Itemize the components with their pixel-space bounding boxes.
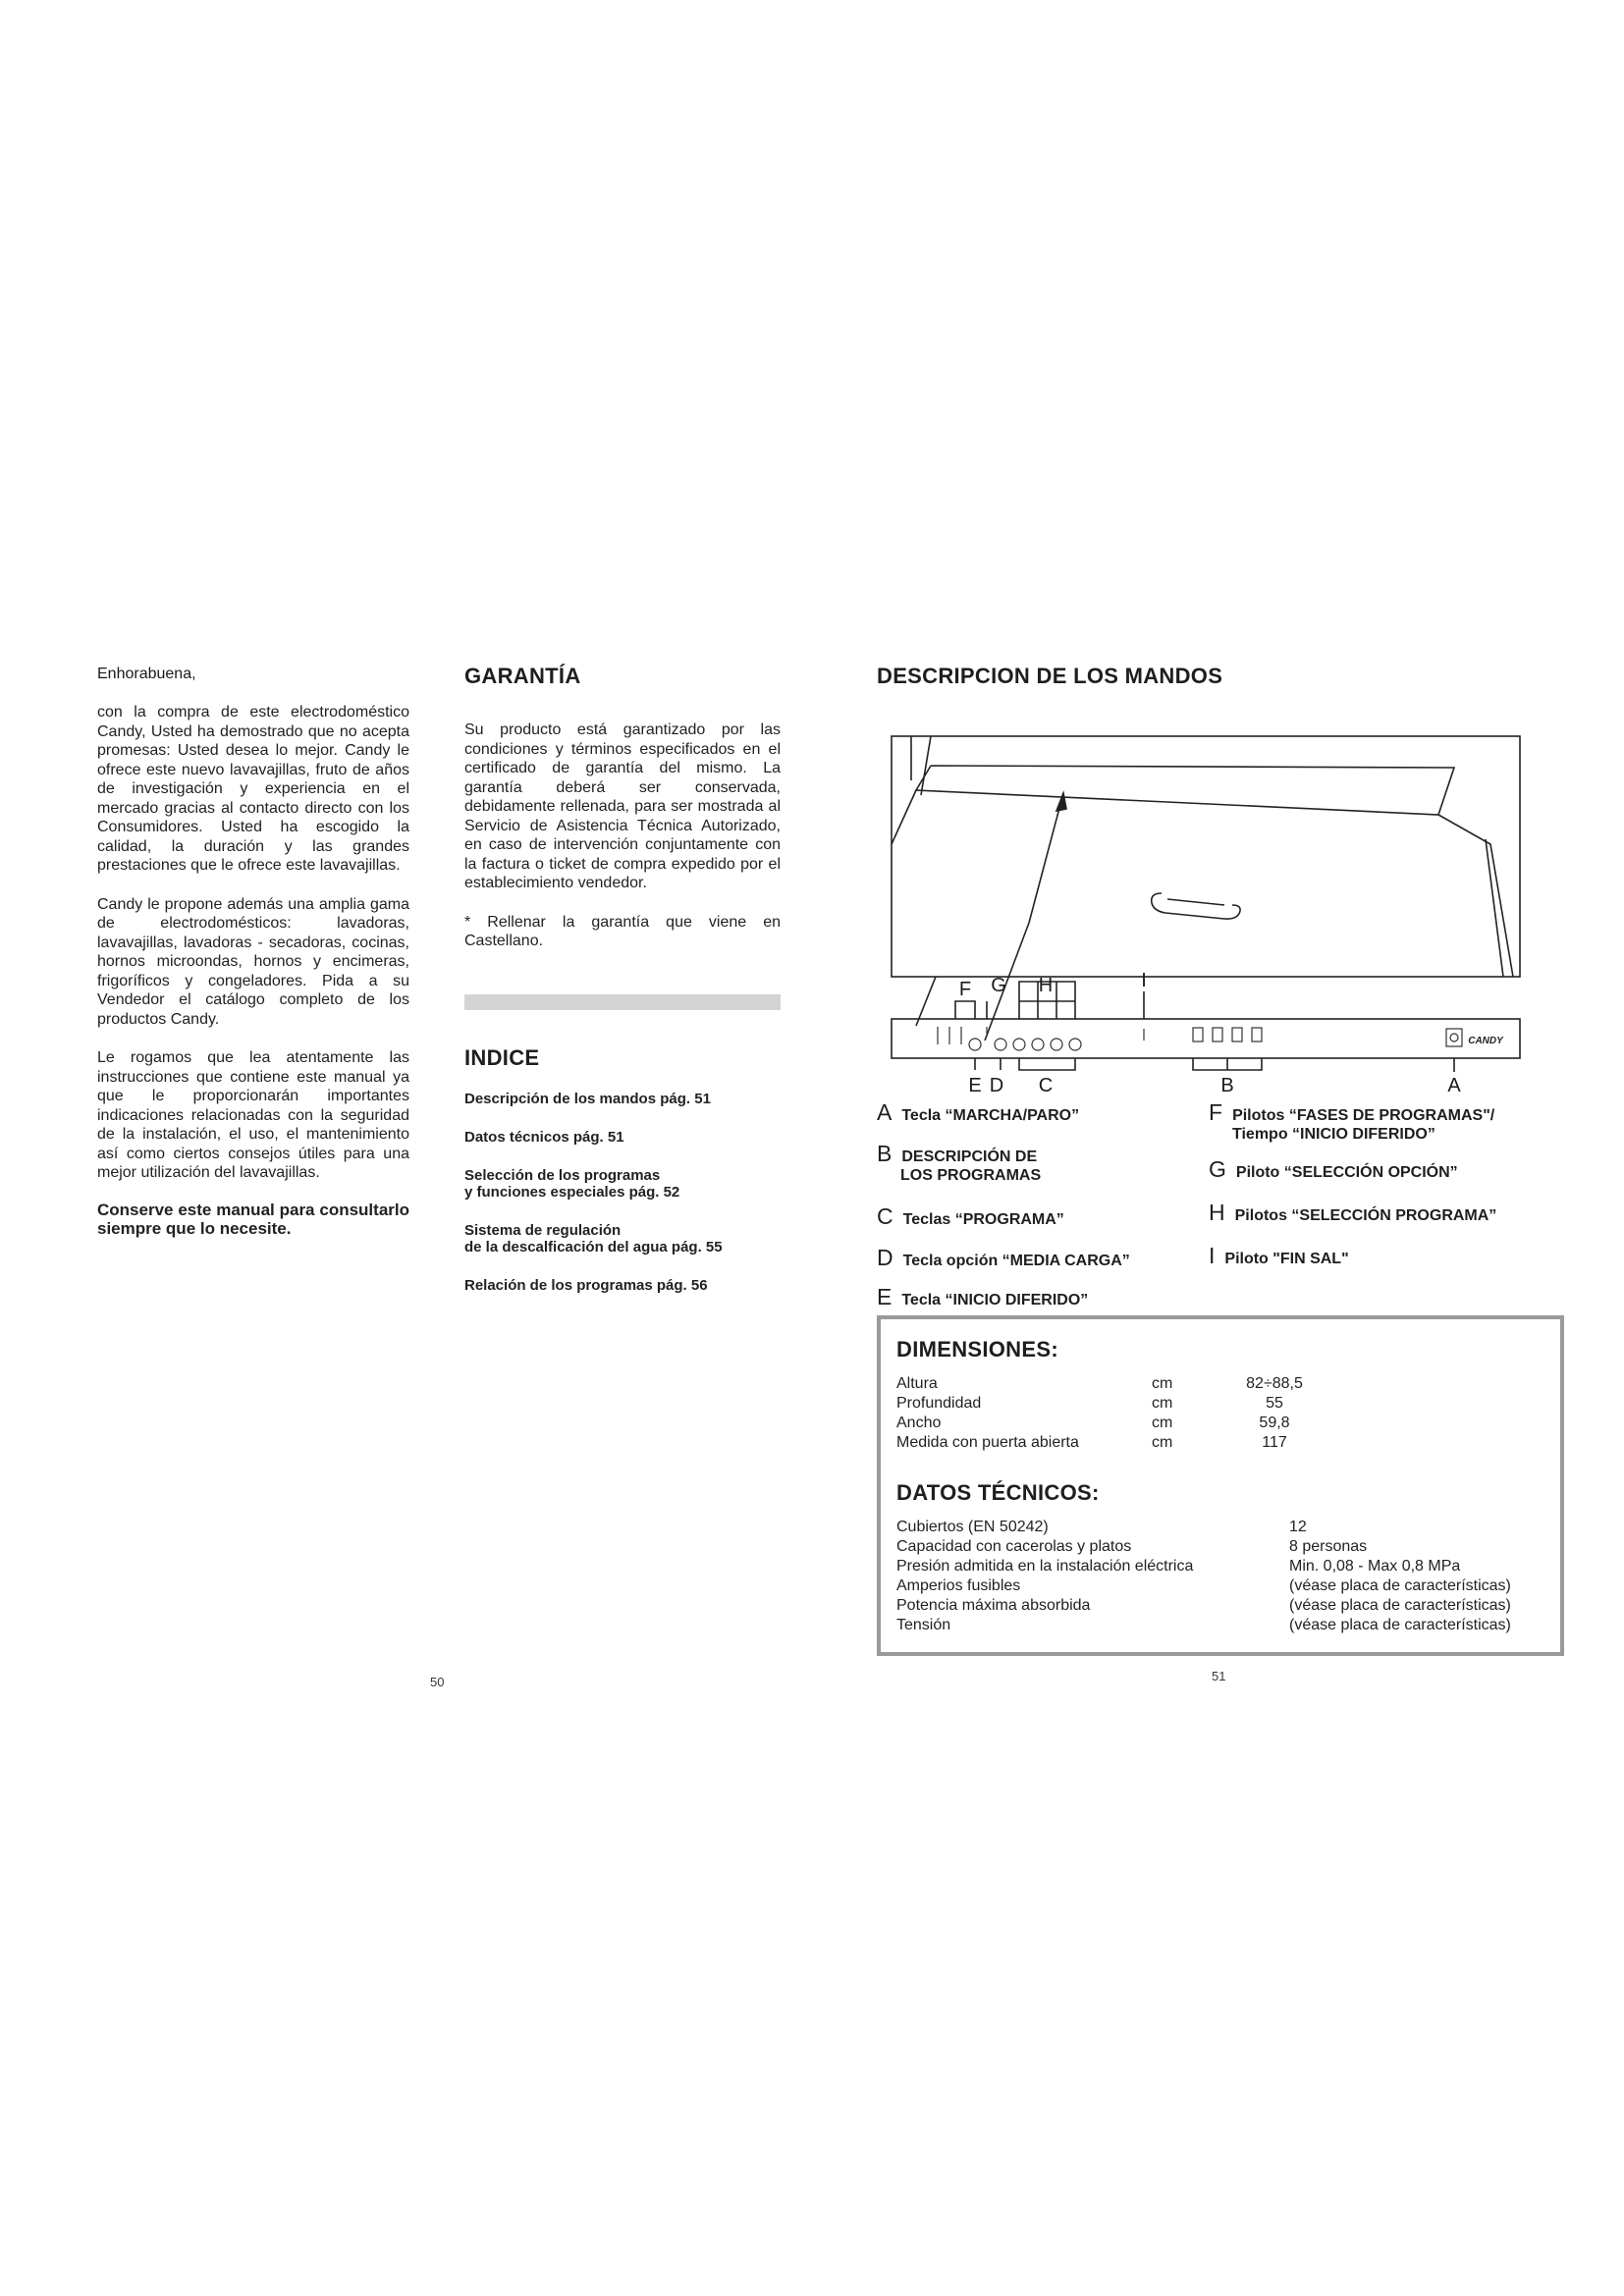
- page-number-left: 50: [430, 1675, 445, 1689]
- index-item-line: de la descalficación del agua pág. 55: [464, 1238, 723, 1255]
- greeting: Enhorabuena,: [97, 666, 196, 682]
- dimension-row: Altura cm 82÷88,5: [896, 1375, 1303, 1392]
- index-item-line: Datos técnicos pág. 51: [464, 1128, 624, 1146]
- legend-c: C Teclas “PROGRAMA”: [877, 1203, 1064, 1229]
- program-symbol-2: [1213, 1028, 1222, 1041]
- legend-f: F Pilotos “FASES DE PROGRAMAS"/ Tiempo “INICIO DIFERIDO”: [1209, 1099, 1495, 1143]
- index-list: [464, 1091, 781, 1294]
- dimension-row: Medida con puerta abierta cm 117: [896, 1434, 1287, 1451]
- legend-b: B DESCRIPCIÓN DE LOS PROGRAMAS: [877, 1141, 1042, 1184]
- index-item: [464, 1091, 781, 1107]
- intro-paragraph-2: Candy le propone además una amplia gama de electrodomésticos: lavadoras, lavavajillas, lavadoras - secadoras, cocinas, hornos microondas, hornos y encimeras, frigoríficos y congeladores. Pida a su Vendedor el catálogo completo de los productos Candy.: [97, 895, 409, 1028]
- legend-a: A Tecla “MARCHA/PARO”: [877, 1099, 1080, 1125]
- power-icon: [1450, 1034, 1458, 1041]
- door-drawing: [892, 736, 1520, 1041]
- key-programa-4: [1069, 1039, 1081, 1050]
- door-top-lip: [916, 766, 1454, 815]
- door-slope-right: [1438, 815, 1513, 977]
- legend-d: D Tecla opción “MEDIA CARGA”: [877, 1245, 1130, 1270]
- dimensions-table: [896, 1374, 1546, 1453]
- intro-paragraph-1: con la compra de este electrodoméstico Candy, Usted ha demostrado que no acepta promesas: Usted desea lo mejor. Candy le ofrece este nuevo lavavajillas, fruto de años de investigación y experiencia en el mercado gracias al contacto directo con los Consumidores. Usted ha escogido la calidad, la duración y las grandes prestaciones que le ofrece este lavavajillas.: [97, 704, 409, 874]
- dimensions-title: DIMENSIONES:: [896, 1337, 1058, 1362]
- program-symbol-1: [1193, 1028, 1203, 1041]
- legend-h: H Pilotos “SELECCIÓN PROGRAMA”: [1209, 1200, 1497, 1225]
- index-item: [464, 1277, 781, 1294]
- label-h: H: [1038, 975, 1054, 996]
- bracket-c: [1019, 1058, 1075, 1070]
- tech-row: Cubiertos (EN 50242) 12: [896, 1519, 1307, 1535]
- controls-legend: [877, 1099, 1564, 1329]
- label-e: E: [968, 1075, 982, 1096]
- key-programa-2: [1032, 1039, 1044, 1050]
- keep-manual-notice: Conserve este manual para consultarlo siempre que lo necesite.: [97, 1200, 409, 1238]
- page-number-right: 51: [1212, 1669, 1226, 1683]
- guarantee-paragraph: Su producto está garantizado por las condiciones y términos especificados en el certificado de garantía del mismo. La garantía deberá ser conservada, debidamente rellenada, para ser mostrada al Servicio de Asistencia Técnica Autorizado, en caso de intervención conjuntamente con la factura o ticket de compra expedido por el establecimiento vendedor.: [464, 721, 781, 891]
- panel-indicators: [938, 1027, 1462, 1050]
- tech-row: Amperios fusibles (véase placa de características): [896, 1577, 1511, 1594]
- index-title: INDICE: [464, 1044, 540, 1070]
- label-g: G: [991, 975, 1006, 996]
- label-b: B: [1220, 1075, 1234, 1096]
- tech-data-title: DATOS TÉCNICOS:: [896, 1480, 1100, 1505]
- label-c: C: [1038, 1075, 1054, 1096]
- intro-paragraph-3: Le rogamos que lea atentamente las instrucciones que contiene este manual ya que le proporcionarán importantes indicaciones relacionadas con la seguridad de la instalación, el uso, el mantenimiento así como ciertos consejos útiles para una mejor utilización del lavavajillas.: [97, 1049, 409, 1181]
- specs-box: [877, 1315, 1564, 1656]
- index-item-line: y funciones especiales pág. 52: [464, 1183, 680, 1201]
- intro-column: [97, 666, 409, 1238]
- tech-row: Capacidad con cacerolas y platos 8 personas: [896, 1538, 1368, 1555]
- label-f: F: [958, 979, 972, 1000]
- controls-title: DESCRIPCION DE LOS MANDOS: [877, 664, 1223, 688]
- key-marcha-paro: [1446, 1029, 1462, 1046]
- index-item-line: Sistema de regulación: [464, 1221, 622, 1239]
- index-item-line: Relación de los programas pág. 56: [464, 1276, 708, 1294]
- door-slope-left: [892, 790, 916, 844]
- index-item: [464, 1167, 781, 1201]
- legend-i: I Piloto "FIN SAL": [1209, 1243, 1349, 1268]
- door-edge-left-2: [921, 736, 931, 795]
- dimension-row: Ancho cm 59,8: [896, 1415, 1290, 1431]
- label-a: A: [1447, 1075, 1461, 1096]
- label-d: D: [989, 1075, 1004, 1096]
- door-frame: [892, 736, 1520, 977]
- index-item: [464, 1129, 781, 1146]
- key-programa-3: [1051, 1039, 1062, 1050]
- guarantee-title: GARANTÍA: [464, 664, 581, 688]
- index-item-line: Descripción de los mandos pág. 51: [464, 1090, 711, 1107]
- controls-column: [877, 664, 1564, 1329]
- index-item: [464, 1222, 781, 1255]
- program-symbol-3: [1232, 1028, 1242, 1041]
- bracket-f: [955, 1001, 975, 1019]
- pointer-arrow-line: [1029, 793, 1063, 923]
- index-item-line: Selección de los programas: [464, 1166, 661, 1184]
- tech-row: Tensión (véase placa de características): [896, 1617, 1511, 1633]
- legend-e: E Tecla “INICIO DIFERIDO”: [877, 1284, 1089, 1309]
- key-media-carga: [995, 1039, 1006, 1050]
- program-symbol-4: [1252, 1028, 1262, 1041]
- key-inicio-diferido: [969, 1039, 981, 1050]
- tech-data-table: [896, 1518, 1546, 1635]
- door-handle: [1152, 893, 1240, 919]
- dimension-row: Profundidad cm 55: [896, 1395, 1283, 1412]
- legend-g: G Piloto “SELECCIÓN OPCIÓN”: [1209, 1156, 1458, 1182]
- guarantee-note: * Rellenar la garantía que viene en Castellano.: [464, 913, 781, 949]
- door-handle-inner: [1167, 899, 1224, 905]
- grey-divider-band: [464, 994, 781, 1010]
- key-programa-1: [1013, 1039, 1025, 1050]
- candy-logo: CANDY: [1468, 1036, 1503, 1046]
- pointer-arrow-head: [1056, 793, 1066, 811]
- tech-row: Presión admitida en la instalación eléctrica Min. 0,08 - Max 0,8 MPa: [896, 1558, 1461, 1575]
- guarantee-index-column: [464, 664, 781, 1315]
- tech-row: Potencia máxima absorbida (véase placa de características): [896, 1597, 1511, 1614]
- label-i: I: [1141, 970, 1147, 991]
- control-panel-diagram: [877, 707, 1554, 1099]
- diagram-letters: [959, 970, 1461, 1096]
